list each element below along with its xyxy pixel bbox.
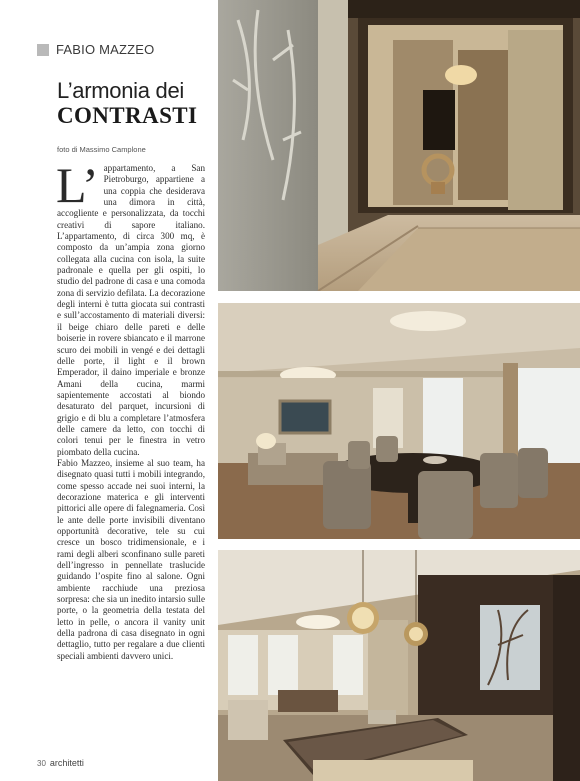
photo-kitchen	[218, 550, 580, 781]
page-number: 30	[37, 758, 46, 768]
article-body	[56, 157, 205, 662]
drop-cap: L’	[56, 157, 99, 213]
section-label	[37, 42, 154, 57]
photo-entrance-hall	[218, 0, 580, 291]
page-footer	[37, 758, 84, 768]
photo-living-dining	[218, 303, 580, 539]
magazine-name: architetti	[49, 758, 84, 768]
article-paragraph-2: Fabio Mazzeo, insieme al suo team, ha disegnato quasi tutti i mobili integrando, come spesso accade nei suoi interni, la decorazione materica e gli interventi pittorici alle opere di falegnameria. Così le ante delle porte invisibili diventano opportunità decorative, tele su cui cresce un bosco tridimensionale, e i rami degli alberi sconfinano sulle pareti dell’ingresso in pennellate traslucide guidando l’ospite fino al salone. Ogni ambiente racchiude una preziosa sorpresa: che sia un inedito intarsio sulle porte, o la geometria della testata del letto in pelle, o ancora il vanity unit della padrona di casa disegnato in ogni dettaglio, tutto per regalare a due clienti speciali ambienti davvero unici.	[57, 457, 205, 661]
article-title-line2: CONTRASTI	[57, 103, 198, 128]
article-title-line1: L’armonia dei	[57, 78, 184, 103]
section-square-icon	[37, 44, 49, 56]
photo-credit: foto di Massimo Camplone	[57, 145, 146, 154]
section-title: FABIO MAZZEO	[56, 42, 155, 57]
text-column	[0, 0, 215, 781]
article-paragraph-1: appartamento, a San Pietroburgo, appartiene a una coppia che desiderava una dimora in città, accogliente e personalizzata, da tocchi creativi di sapore italiano. L’appartamento, di circa 300 mq, è composto da un’ampia zona giorno collegata alla cucina con isola, la suite padronale e quella per gli ospiti, lo studio del padrone di casa e una comoda zona di servizio defilata. La decorazione degli interni è tutta giocata sui contrasti e sull’accostamento di materiali diversi: il beige chiaro delle pareti e delle boiserie in rovere sbiancato e il marrone scuro dei mobili in vengé e dei dettagli delle porte, il light e il brown Emperador, il daino imperiale e bronze Amani della cucina, marmi sapientemente accostati al biondo desaturato del parquet, incursioni di grigio e di blu a completare l’atmosfera delle camere da letto, con tocchi di colori tenui per le finestra in vetro piombato della cucina.	[57, 163, 205, 457]
